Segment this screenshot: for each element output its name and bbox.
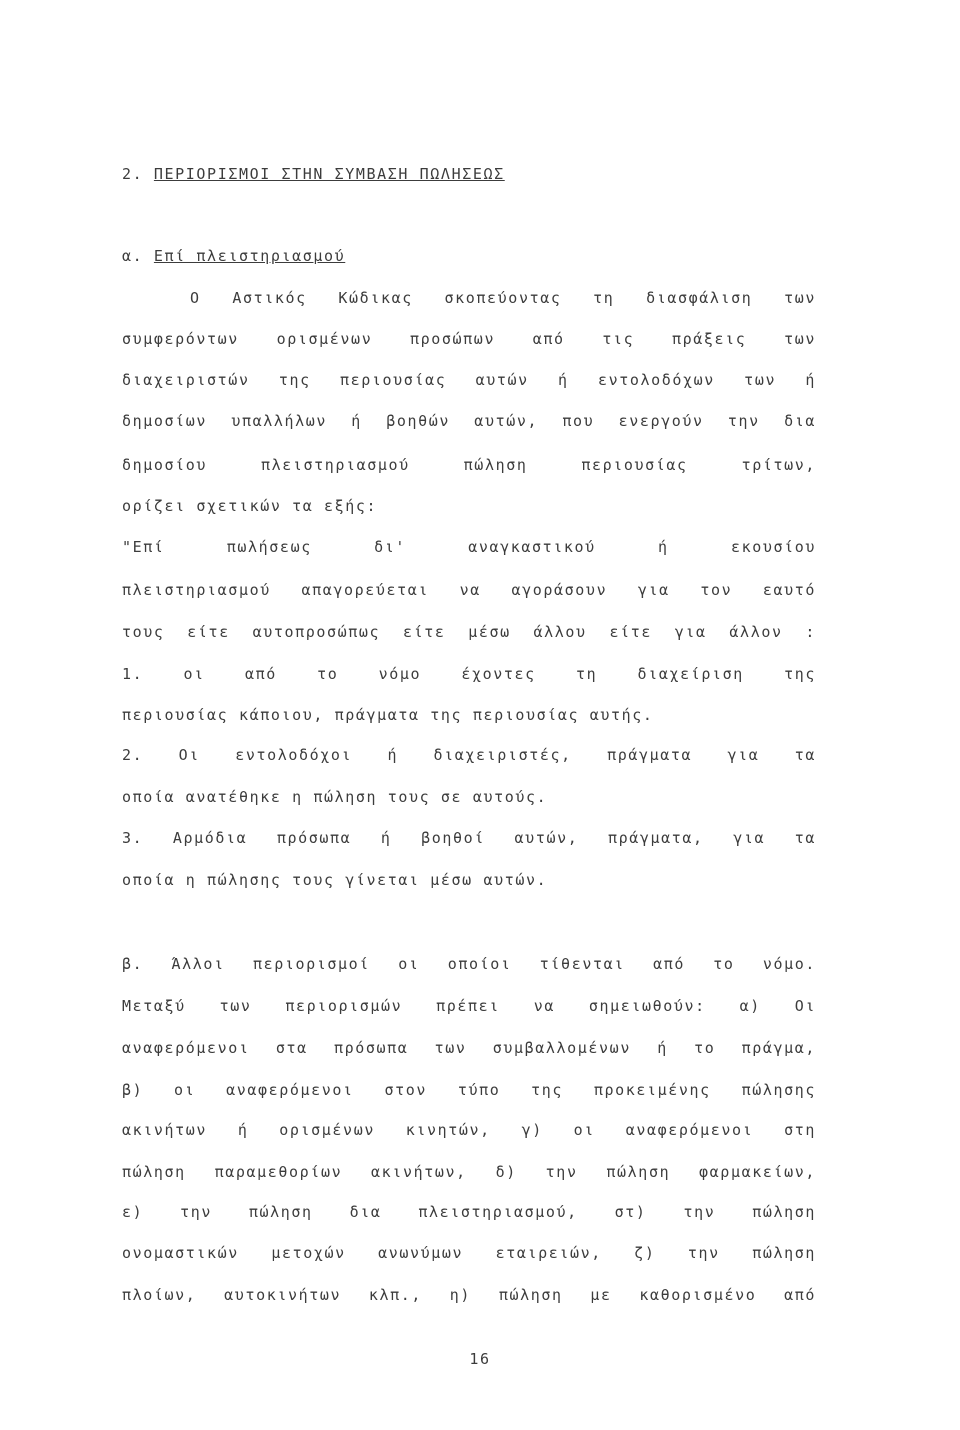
text-line: ε) την πώληση δια πλειστηριασμού, στ) την πώληση [122, 1203, 816, 1221]
text-line: β. Άλλοι περιορισμοί οι οποίοι τίθενται από το νόμο. [122, 955, 816, 973]
text-line: β) οι αναφερόμενοι στον τύπο της προκειμένης πώλησης [122, 1081, 816, 1099]
text-line: ορίζει σχετικών τα εξής: [122, 497, 378, 515]
text-line: συμφερόντων ορισμένων προσώπων από τις πράξεις των [122, 330, 816, 348]
text-line: τους είτε αυτοπροσώπως είτε μέσω άλλου είτε για άλλον : [122, 623, 816, 641]
text-line: δημοσίου πλειστηριασμού πώληση περιουσίας τρίτων, [122, 456, 816, 474]
subsection-a-title: Επί πλειστηριασμού [153, 247, 346, 265]
text-line: 2. Οι εντολοδόχοι ή διαχειριστές, πράγματα για τα [122, 746, 816, 764]
subsection-a-label: α. [122, 247, 144, 265]
text-line: δημοσίων υπαλλήλων ή βοηθών αυτών, που ενεργούν την δια [122, 412, 816, 430]
section-number: 2. [122, 165, 144, 183]
text-line: "Επί πωλήσεως δι' αναγκαστικού ή εκουσίου [122, 538, 816, 556]
text-line: οποία η πώλησης τους γίνεται μέσω αυτών. [122, 871, 548, 889]
text-line: διαχειριστών της περιουσίας αυτών ή εντολοδόχων των ή [122, 371, 816, 389]
text-line: 3. Αρμόδια πρόσωπα ή βοηθοί αυτών, πράγματα, για τα [122, 829, 816, 847]
subsection-a-heading [122, 246, 345, 266]
section-title: ΠΕΡΙΟΡΙΣΜΟΙ ΣΤΗΝ ΣΥΜΒΑΣΗ ΠΩΛΗΣΕΩΣ [153, 165, 505, 183]
text-line: ακινήτων ή ορισμένων κινητών, γ) οι αναφερόμενοι στη [122, 1121, 816, 1139]
text-line: πλειστηριασμού απαγορεύεται να αγοράσουν για τον εαυτό [122, 581, 816, 599]
text-line: οποία ανατέθηκε η πώληση τους σε αυτούς. [122, 788, 548, 806]
text-line: πλοίων, αυτοκινήτων κλπ., η) πώληση με καθορισμένο από [122, 1286, 816, 1304]
page-number: 16 [469, 1350, 491, 1368]
text-line: περιουσίας κάποιου, πράγματα της περιουσίας αυτής. [122, 706, 654, 724]
text-line: Μεταξύ των περιορισμών πρέπει να σημειωθούν: α) Οι [122, 997, 816, 1015]
text-line: αναφερόμενοι στα πρόσωπα των συμβαλλομένων ή το πράγμα, [122, 1039, 816, 1057]
text-line: πώληση παραμεθορίων ακινήτων, δ) την πώληση φαρμακείων, [122, 1163, 816, 1181]
text-line: ονομαστικών μετοχών ανωνύμων εταιρειών, ζ) την πώληση [122, 1244, 816, 1262]
text-line: Ο Αστικός Κώδικας σκοπεύοντας τη διασφάλιση των [190, 289, 816, 307]
text-line: 1. οι από το νόμο έχοντες τη διαχείριση της [122, 665, 816, 683]
section-heading [122, 164, 505, 184]
